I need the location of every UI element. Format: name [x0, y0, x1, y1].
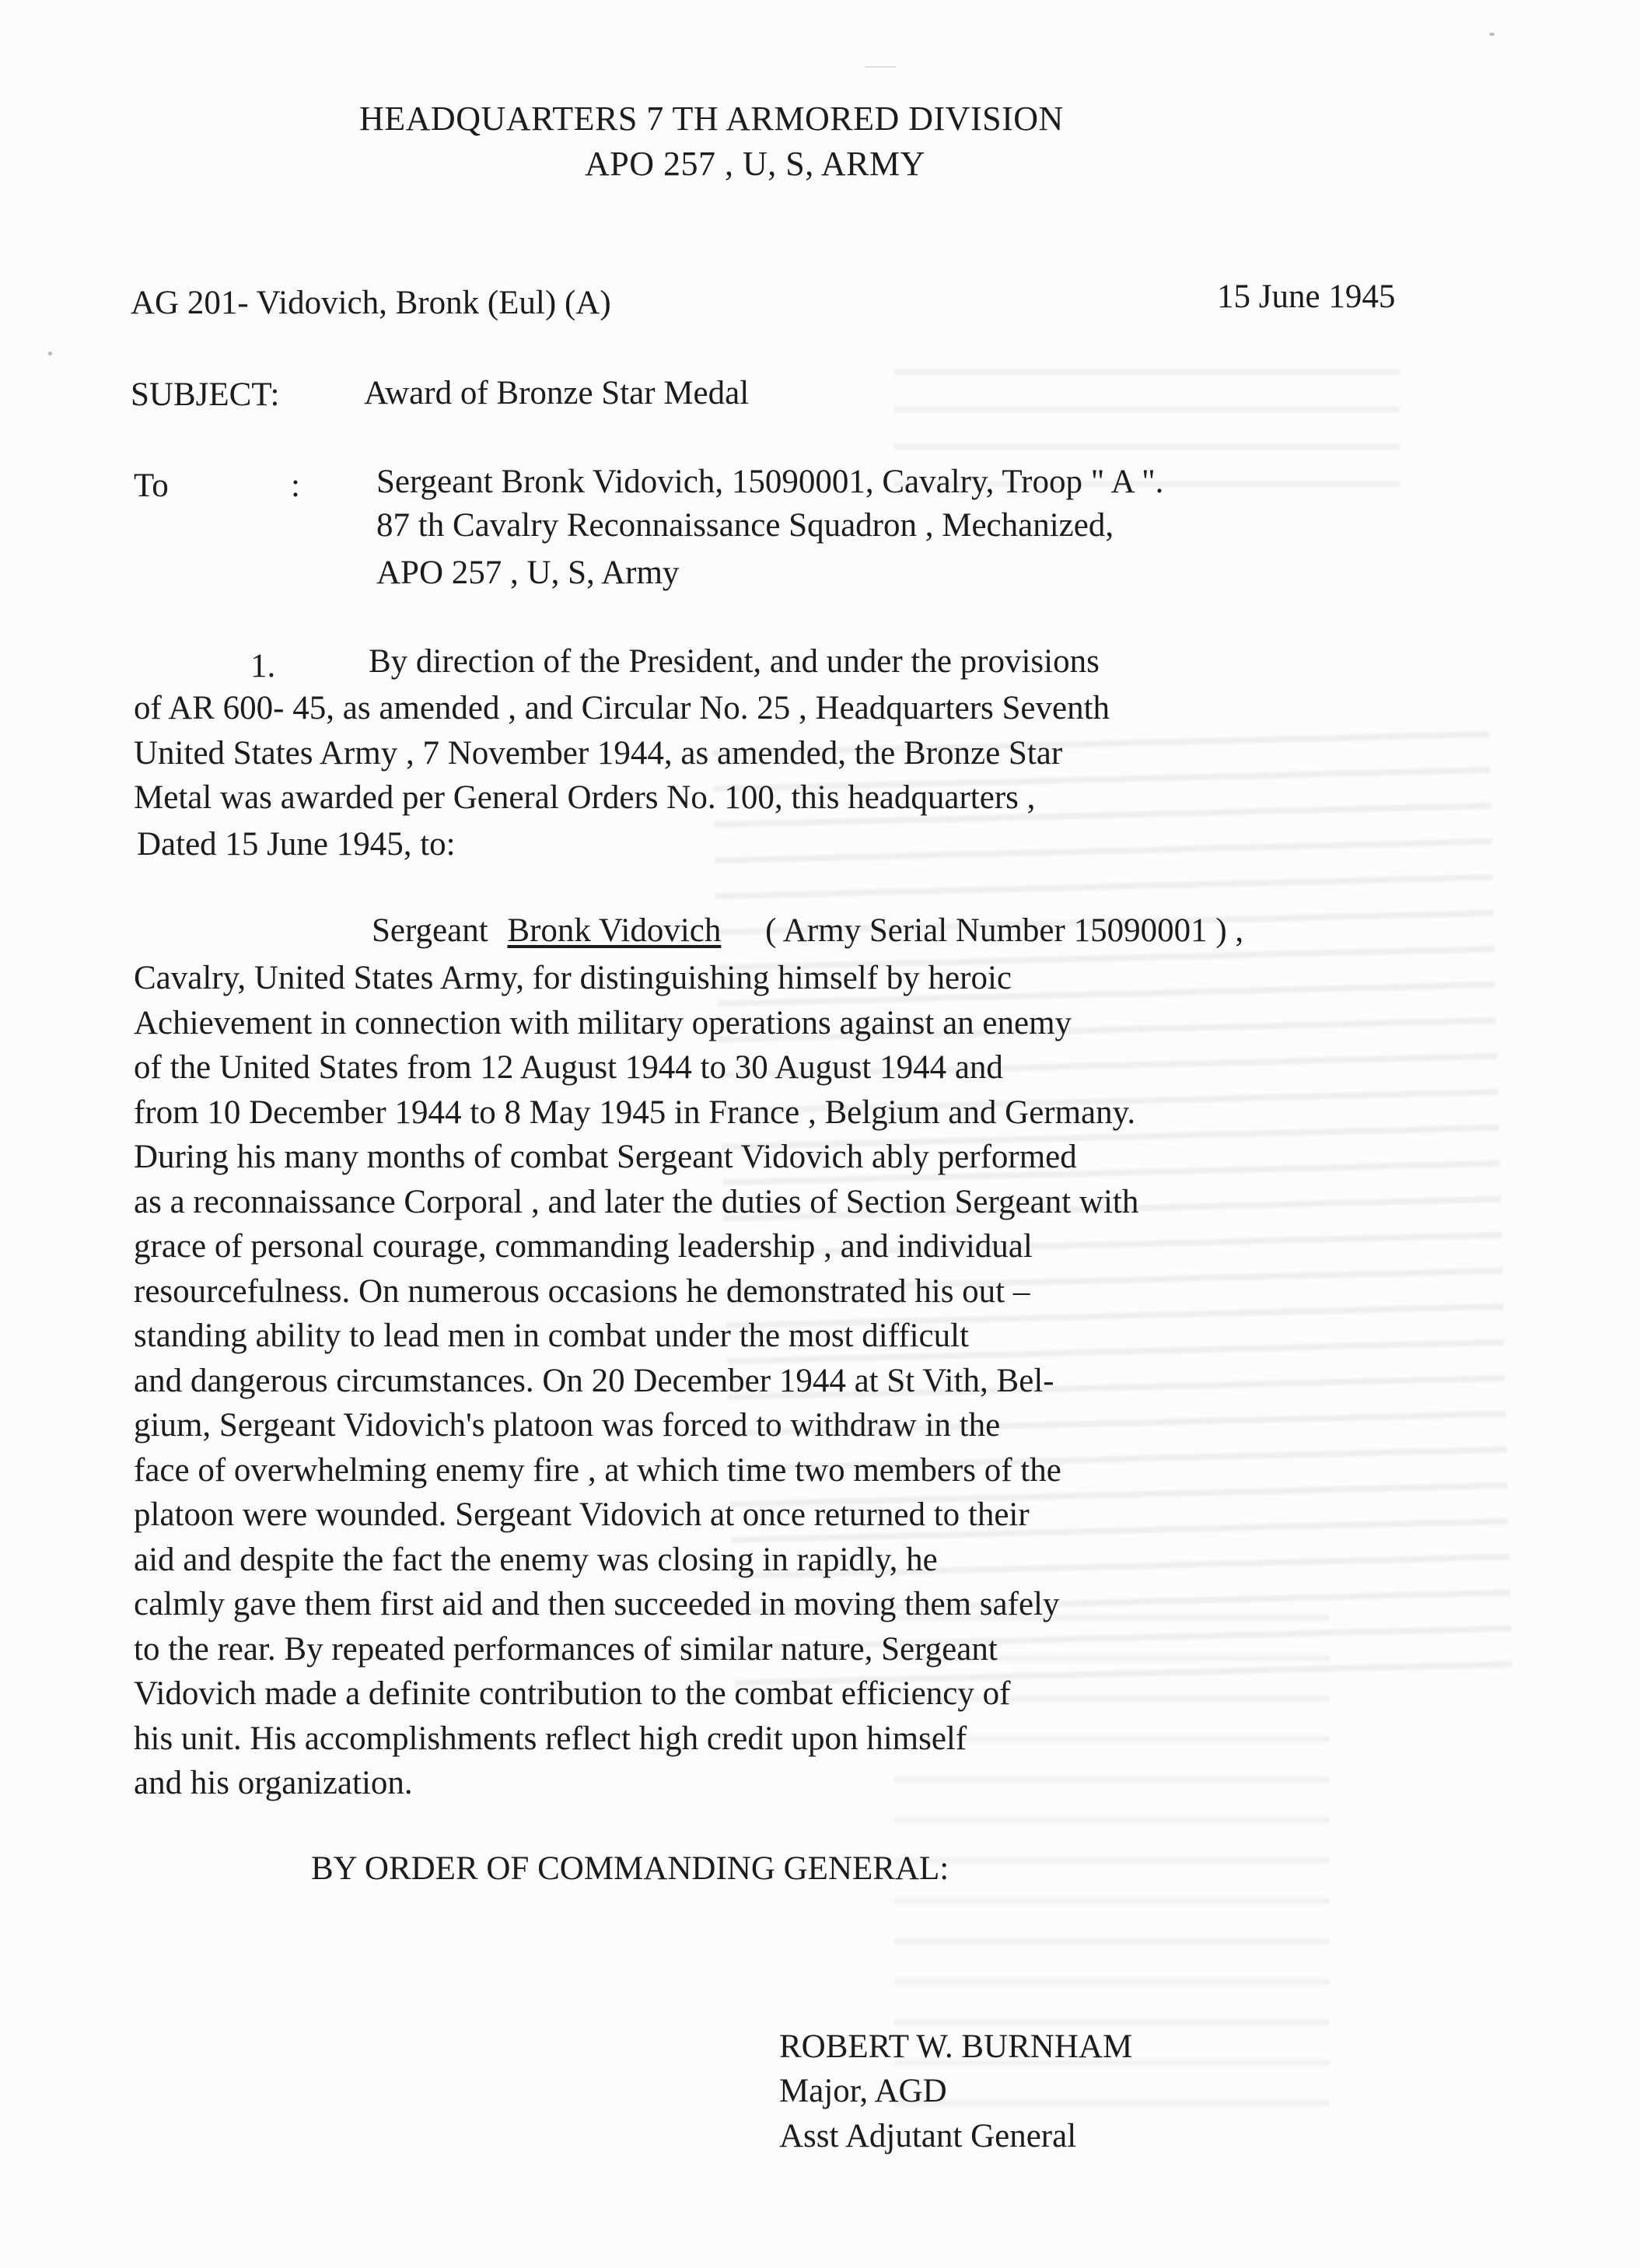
letterhead-line-2: APO 257 , U, S, ARMY [585, 145, 925, 183]
closing-order: BY ORDER OF COMMANDING GENERAL: [311, 1850, 949, 1887]
citation-line: During his many months of combat Sergeant Vidovich ably performed [134, 1139, 1077, 1175]
paragraph-line: Metal was awarded per General Orders No. 100, this headquarters , [134, 779, 1036, 816]
signatory-name: ROBERT W. BURNHAM [779, 2028, 1133, 2065]
citation-line: gium, Sergeant Vidovich's platoon was forced to withdraw in the [134, 1407, 1001, 1444]
citation-line: from 10 December 1944 to 8 May 1945 in France , Belgium and Germany. [134, 1094, 1136, 1131]
citation-line: as a reconnaissance Corporal , and later the duties of Section Sergeant with [134, 1183, 1139, 1220]
paragraph-number: 1. [250, 648, 276, 684]
addressee-line: 87 th Cavalry Reconnaissance Squadron , Mechanized, [376, 507, 1114, 544]
to-colon: : [291, 467, 300, 504]
recipient-name: Bronk Vidovich [507, 912, 722, 949]
serial-number: ( Army Serial Number 15090001 ) , [765, 912, 1244, 949]
subject-label: SUBJECT: [131, 376, 280, 413]
citation-body [134, 956, 1456, 1806]
citation-line: face of overwhelming enemy fire , at which time two members of the [134, 1451, 1061, 1489]
citation-line: his unit. His accomplishments reflect high credit upon himself [134, 1720, 967, 1757]
citation-line: to the rear. By repeated performances of similar nature, Sergeant [134, 1630, 998, 1668]
scan-speck [48, 352, 52, 355]
citation-line: Cavalry, United States Army, for distinguishing himself by heroic [134, 960, 1012, 996]
citation-line: grace of personal courage, commanding leadership , and individual [134, 1228, 1033, 1265]
scan-mark [865, 66, 896, 68]
citation-line: resourcefulness. On numerous occasions he demonstrated his out – [134, 1272, 1030, 1310]
citation-first-line [372, 912, 1243, 950]
addressee-line: Sergeant Bronk Vidovich, 15090001, Cavalry, Troop " A ". [376, 464, 1164, 500]
file-reference: AG 201- Vidovich, Bronk (Eul) (A) [131, 285, 611, 321]
citation-line: and his organization. [134, 1765, 413, 1801]
citation-line: of the United States from 12 August 1944 to 30 August 1944 and [134, 1049, 1003, 1086]
citation-lead: Sergeant [372, 912, 488, 949]
paragraph-line: Dated 15 June 1945, to: [137, 826, 456, 863]
citation-line: Achievement in connection with military operations against an enemy [134, 1004, 1072, 1041]
letterhead-line-1: HEADQUARTERS 7 TH ARMORED DIVISION [359, 100, 1064, 138]
subject-text: Award of Bronze Star Medal [364, 375, 750, 411]
addressee-line: APO 257 , U, S, Army [376, 555, 680, 591]
citation-line: and dangerous circumstances. On 20 December 1944 at St Vith, Bel- [134, 1362, 1054, 1399]
document-date: 15 June 1945 [1217, 278, 1396, 315]
paragraph-line: By direction of the President, and under the provisions [369, 643, 1100, 680]
paragraph-line: of AR 600- 45, as amended , and Circular No. 25 , Headquarters Seventh [134, 690, 1110, 726]
signatory-title: Asst Adjutant General [779, 2118, 1077, 2154]
citation-line: calmly gave them first aid and then succeeded in moving them safely [134, 1586, 1060, 1622]
citation-line: platoon were wounded. Sergeant Vidovich at once returned to their [134, 1496, 1030, 1533]
to-label: To [134, 467, 169, 504]
scan-speck [1489, 33, 1495, 36]
signatory-rank: Major, AGD [779, 2073, 947, 2109]
citation-line: standing ability to lead men in combat under the most difficult [134, 1318, 969, 1354]
citation-line: Vidovich made a definite contribution to the combat efficiency of [134, 1675, 1011, 1712]
paragraph-line: United States Army , 7 November 1944, as amended, the Bronze Star [134, 735, 1063, 772]
citation-line: aid and despite the fact the enemy was closing in rapidly, he [134, 1541, 938, 1578]
